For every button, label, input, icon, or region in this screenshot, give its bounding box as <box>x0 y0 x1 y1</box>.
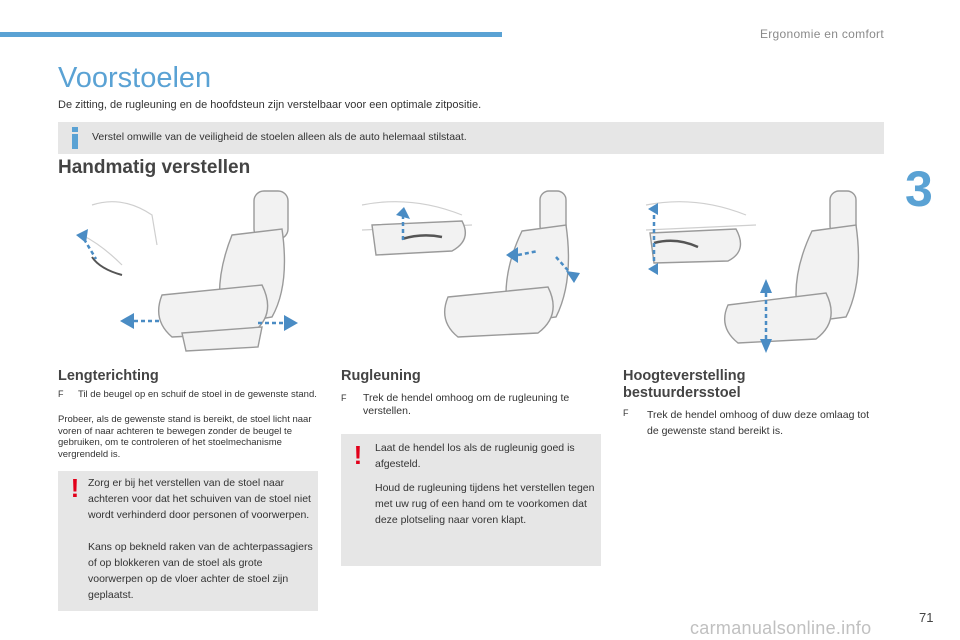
info-icon <box>68 126 82 150</box>
bullet-rugleuning <box>341 392 599 418</box>
section-label: Ergonomie en comfort <box>759 27 884 41</box>
page-title: Voorstoelen <box>58 62 212 94</box>
top-accent-bar <box>0 32 502 37</box>
page-number: 71 <box>919 610 934 625</box>
warning-rugleuning <box>341 434 601 566</box>
heading-hoogteverstelling: Hoogteverstelling bestuurdersstoel <box>623 368 746 401</box>
bullet-mark: F <box>58 389 64 399</box>
paragraph-lengterichting: Probeer, als de gewenste stand is bereikt, de stoel licht naar voren of naar achteren te bewegen zonder de beugel te gebruiken, om te controleren of het stoelmechanisme vergrendeld is. <box>58 414 312 460</box>
heading-rugleuning: Rugleuning <box>341 368 421 384</box>
seat-height-adjust-illustration <box>636 185 882 361</box>
bullet-text: Trek de hendel omhoog of duw deze omlaag tot de gewenste stand bereikt is. <box>647 409 870 437</box>
bullet-text: Trek de hendel omhoog om de rugleuning te verstellen. <box>363 392 570 417</box>
warning-text-2: Houd de rugleuning tijdens het verstellen tegen met uw rug of een hand om te voorkomen dat deze plotseling naar voren klapt. <box>375 482 595 526</box>
info-note-text: Verstel omwille van de veiligheid de stoelen alleen als de auto helemaal stilstaat. <box>92 131 467 143</box>
heading-lengterichting: Lengterichting <box>58 368 159 384</box>
bullet-hoogteverstelling <box>623 407 873 439</box>
exclamation-icon: ! <box>70 473 80 503</box>
warning-lengterichting <box>58 471 318 611</box>
intro-text: De zitting, de rugleuning en de hoofdsteun zijn verstelbaar voor een optimale zitpositie. <box>58 99 482 111</box>
bullet-mark: F <box>341 393 347 403</box>
info-note <box>58 122 884 154</box>
bullet-mark: F <box>623 408 629 418</box>
seat-longitudinal-adjust-illustration <box>62 185 308 361</box>
chapter-number: 3 <box>905 161 933 217</box>
exclamation-icon: ! <box>353 440 363 470</box>
warning-text-1: Laat de hendel los als de rugleunig goed is afgesteld. <box>375 442 575 470</box>
section-heading: Handmatig verstellen <box>58 157 251 178</box>
warning-text-1: Zorg er bij het verstellen van de stoel naar achteren voor dat het schuiven van de stoel niet wordt verhinderd door personen of voorwerpen. <box>88 477 311 521</box>
warning-text-2: Kans op bekneld raken van de achterpassagiers of op blokkeren van de stoel als grote voorwerpen op de vloer achter de stoel zijn geplaatst. <box>88 541 313 601</box>
bullet-text: Til de beugel op en schuif de stoel in de gewenste stand. <box>78 389 317 400</box>
bullet-lengterichting <box>58 389 318 401</box>
watermark: carmanualsonline.info <box>690 618 872 638</box>
seat-backrest-adjust-illustration <box>352 185 598 361</box>
